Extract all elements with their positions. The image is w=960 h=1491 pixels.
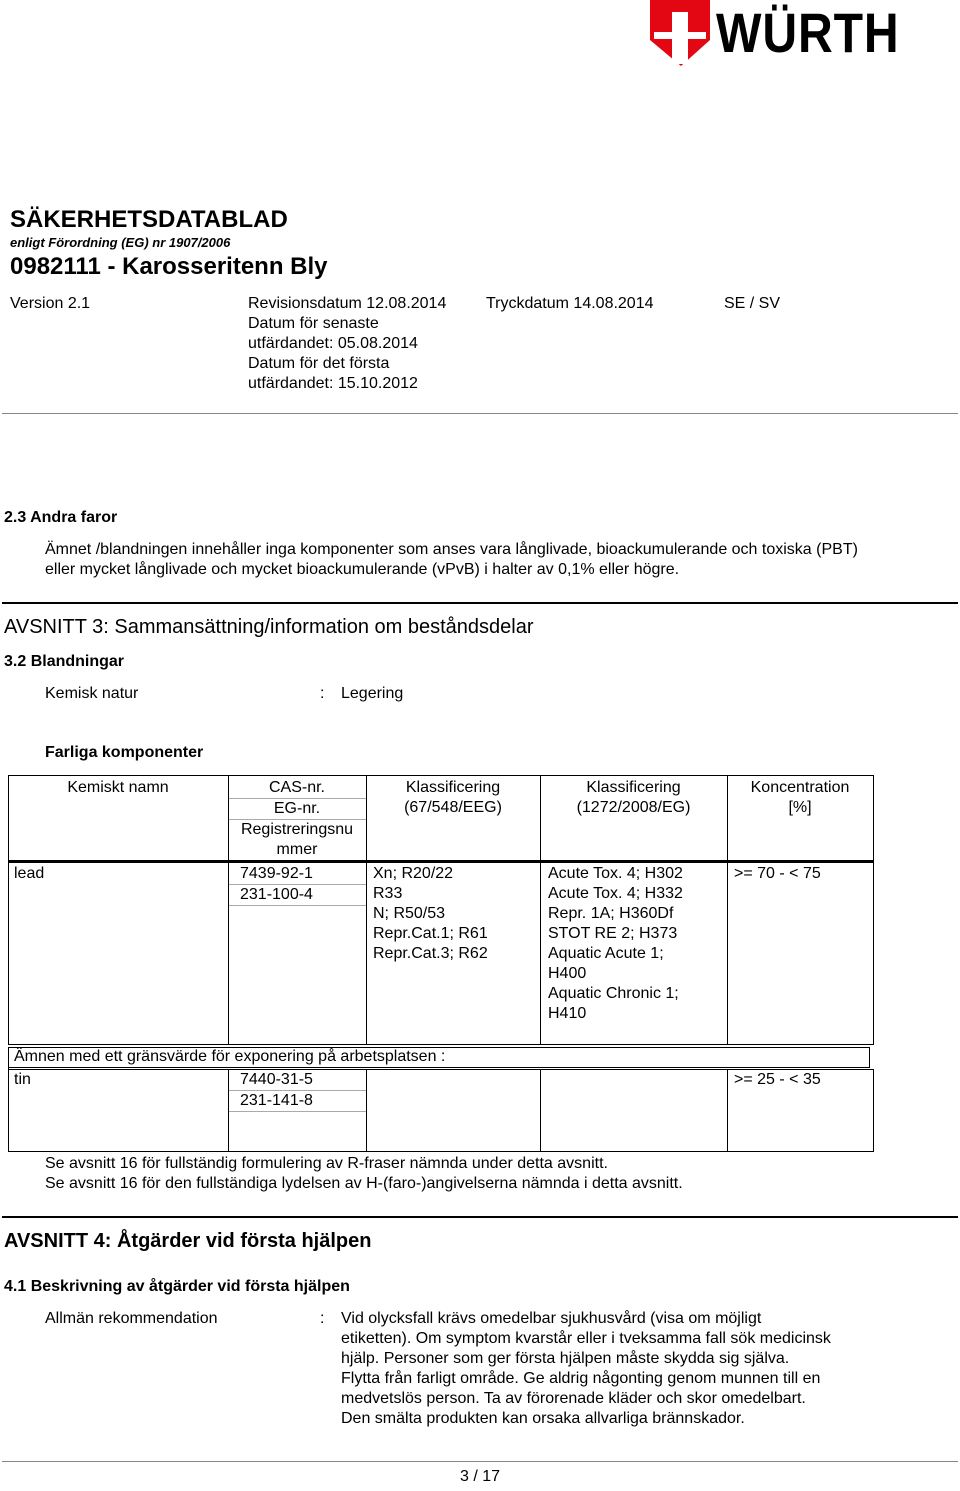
header-chemical-name: Kemiskt namn xyxy=(67,779,169,796)
chemical-nature-label: Kemisk natur xyxy=(45,685,139,702)
header-classification-67 xyxy=(366,778,540,818)
text-line: Ämnet /blandningen innehåller inga komponenter som anses vara långlivade, bioackumulerande och toxiska (PBT) xyxy=(45,541,858,558)
section-3-heading: AVSNITT 3: Sammansättning/information om beståndsdelar xyxy=(4,616,534,638)
header-line: (1272/2008/EG) xyxy=(576,799,691,816)
class-line: Xn; R20/22 xyxy=(373,865,454,882)
class-line: Acute Tox. 4; H302 xyxy=(548,865,683,882)
regulation: enligt Förordning (EG) nr 1907/2006 xyxy=(10,235,231,250)
section-2-3-heading: 2.3 Andra faror xyxy=(4,509,118,526)
header-line: EG-nr. xyxy=(273,800,321,817)
class-line: N; R50/53 xyxy=(373,905,446,922)
table-border xyxy=(869,1047,870,1067)
note-line: Se avsnitt 16 för den fullständiga lydelsen av H-(faro-)angivelserna nämnda i detta avsnitt. xyxy=(45,1175,683,1192)
class-line: Aquatic Acute 1; xyxy=(548,945,664,962)
product-name: 0982111 - Karosseritenn Bly xyxy=(10,253,328,280)
page-number: 3 / 17 xyxy=(459,1468,501,1485)
table-border xyxy=(8,1067,870,1068)
table-border xyxy=(229,1111,366,1112)
general-advice-text xyxy=(341,1309,831,1429)
revision-line: utfärdandet: 15.10.2012 xyxy=(248,375,418,392)
class-line: Repr. 1A; H360Df xyxy=(548,905,674,922)
exposure-limit-label: Ämnen med ett gränsvärde för exponering på arbetsplatsen : xyxy=(14,1048,446,1065)
header-line: CAS-nr. xyxy=(268,779,325,796)
row-tin-ec: 231-141-8 xyxy=(240,1092,313,1109)
general-advice-label: Allmän rekommendation xyxy=(45,1310,218,1327)
advice-line: medvetslös person. Ta av förorenade kläder och skor omedelbart. xyxy=(341,1390,806,1407)
advice-line: Vid olycksfall krävs omedelbar sjukhusvård (visa om möjligt xyxy=(341,1310,762,1327)
class-line: R33 xyxy=(373,885,403,902)
header-line: Klassificering xyxy=(586,779,681,796)
section-4-1-heading: 4.1 Beskrivning av åtgärder vid första hjälpen xyxy=(4,1278,350,1295)
row-tin-name: tin xyxy=(14,1071,31,1088)
table-border xyxy=(727,1069,728,1152)
section-3-2-heading: 3.2 Blandningar xyxy=(4,653,125,670)
class-line: Repr.Cat.1; R61 xyxy=(373,925,488,942)
section-4-heading: AVSNITT 4: Åtgärder vid första hjälpen xyxy=(4,1230,372,1252)
revision-block xyxy=(248,294,446,394)
wurth-logo xyxy=(650,0,960,70)
advice-line: hjälp. Personer som ger första hjälpen måste skydda sig själva. xyxy=(341,1350,790,1367)
note-line: Se avsnitt 16 för fullständig formulering av R-fraser nämnda under detta avsnitt. xyxy=(45,1155,608,1172)
revision-line: Datum för det första xyxy=(248,355,390,372)
section-3-notes xyxy=(45,1154,683,1194)
class-line: Aquatic Chronic 1; xyxy=(548,985,679,1002)
table-border xyxy=(540,1069,541,1152)
header-rule xyxy=(2,413,958,414)
header-line: [%] xyxy=(788,799,812,816)
wurth-logo-mark xyxy=(650,0,712,66)
header-line: Klassificering xyxy=(405,779,501,796)
section-3-rule xyxy=(2,602,958,604)
row-tin-concentration: >= 25 - < 35 xyxy=(734,1071,821,1088)
row-lead-class67 xyxy=(373,864,488,964)
header-line: (67/548/EEG) xyxy=(404,799,502,816)
revision-line: utfärdandet: 05.08.2014 xyxy=(248,335,418,352)
doc-title: SÄKERHETSDATABLAD xyxy=(10,206,288,233)
advice-line: Den smälta produkten kan orsaka allvarliga brännskador. xyxy=(341,1410,745,1427)
header-identifiers xyxy=(228,778,366,860)
class-line: Repr.Cat.3; R62 xyxy=(373,945,488,962)
table-border xyxy=(8,1044,874,1045)
table-border xyxy=(8,775,9,1045)
header-line: mmer xyxy=(276,841,318,858)
class-line: Acute Tox. 4; H332 xyxy=(548,885,683,902)
table-border xyxy=(8,860,874,863)
row-lead-name: lead xyxy=(14,865,45,882)
class-line: STOT RE 2; H373 xyxy=(548,925,678,942)
table-border xyxy=(8,1151,874,1152)
print-date: Tryckdatum 14.08.2014 xyxy=(486,295,654,312)
revision-line: Revisionsdatum 12.08.2014 xyxy=(248,295,447,312)
revision-line: Datum för senaste xyxy=(248,315,379,332)
class-line: H400 xyxy=(548,965,587,982)
row-lead-cas: 7439-92-1 xyxy=(240,865,313,882)
general-advice-colon: : xyxy=(320,1310,325,1327)
table-border xyxy=(366,1069,367,1152)
locale: SE / SV xyxy=(724,295,781,312)
header-line: Registreringsnu xyxy=(240,821,354,838)
footer-rule xyxy=(2,1461,958,1462)
table-border xyxy=(8,1047,9,1152)
section-4-rule xyxy=(2,1216,958,1218)
wurth-logo-text: WÜRTH xyxy=(716,1,900,64)
advice-line: Flytta från farligt område. Ge aldrig någonting genom munnen till en xyxy=(341,1370,821,1387)
header-classification-1272 xyxy=(540,778,727,818)
hazardous-components-heading: Farliga komponenter xyxy=(45,744,204,761)
section-2-3-text xyxy=(45,540,858,580)
table-border xyxy=(8,775,874,776)
chemical-nature-colon: : xyxy=(320,685,325,702)
row-lead-concentration: >= 70 - < 75 xyxy=(734,865,821,882)
advice-line: etiketten). Om symptom kvarstår eller i tveksamma fall sök medicinsk xyxy=(341,1330,831,1347)
header-line: Koncentration xyxy=(750,779,850,796)
chemical-nature-value: Legering xyxy=(341,685,404,702)
header-concentration xyxy=(727,778,873,818)
text-line: eller mycket långlivade och mycket bioackumulerande (vPvB) i halter av 0,1% eller högre. xyxy=(45,561,680,578)
table-border xyxy=(228,1069,229,1152)
row-lead-class1272 xyxy=(548,864,683,1024)
row-tin-cas: 7440-31-5 xyxy=(240,1071,313,1088)
table-border xyxy=(873,775,874,1045)
table-border xyxy=(229,905,366,906)
row-lead-ec: 231-100-4 xyxy=(240,886,313,903)
table-border xyxy=(873,1069,874,1152)
class-line: H410 xyxy=(548,1005,587,1022)
version: Version 2.1 xyxy=(10,295,91,312)
